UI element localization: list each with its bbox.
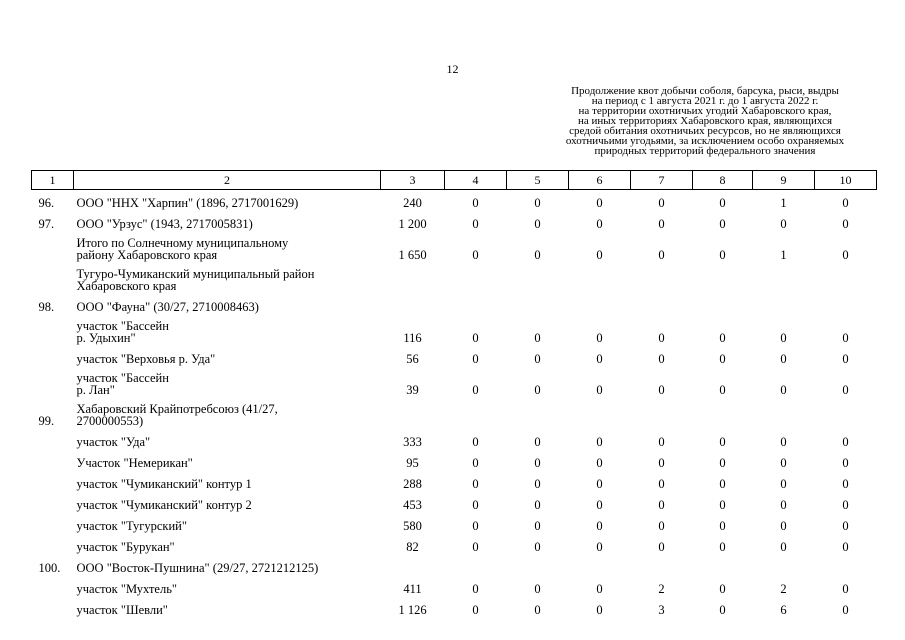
cell-value: 0 [472, 498, 479, 512]
table-row [32, 315, 877, 346]
cell-value: 0 [658, 519, 665, 533]
cell-value: 82 [406, 540, 419, 554]
cell-value: 0 [719, 196, 726, 210]
quota-table [31, 170, 877, 618]
cell-value: 0 [472, 456, 479, 470]
row-number [32, 534, 74, 555]
cell-value: 0 [534, 383, 541, 397]
cell-value: 0 [719, 603, 726, 617]
cell-value: 1 650 [398, 248, 427, 262]
cell-value: 0 [780, 498, 787, 512]
row-name [74, 471, 381, 492]
cell-value: 0 [596, 477, 603, 491]
cell-value [753, 263, 815, 294]
row-number: 96. [38, 196, 55, 210]
cell-value: 2 [658, 582, 665, 596]
row-number [32, 367, 74, 398]
cell-value: 0 [472, 519, 479, 533]
row-name-line: участок "Чумиканский" контур 2 [76, 498, 252, 512]
row-name [74, 211, 381, 232]
row-name [74, 534, 381, 555]
row-number [32, 576, 74, 597]
caption-line: охотничьими угодьями, за исключением особо охраняемых [565, 135, 845, 147]
cell-value: 0 [842, 540, 849, 554]
column-header: 4 [445, 171, 507, 190]
cell-value [753, 398, 815, 429]
row-name [74, 492, 381, 513]
row-name-line: Участок "Немерикан" [76, 456, 193, 470]
page-number: 12 [446, 62, 459, 76]
row-name-line: участок "Верховья р. Уда" [76, 352, 216, 366]
cell-value: 0 [534, 217, 541, 231]
cell-value: 0 [719, 498, 726, 512]
cell-value [631, 263, 693, 294]
cell-value: 0 [596, 582, 603, 596]
caption-line: на иных территориях Хабаровского края, являющихся [577, 115, 833, 127]
caption-line: природных территорий федерального значения [594, 145, 816, 157]
cell-value: 0 [472, 603, 479, 617]
cell-value: 1 [780, 196, 787, 210]
cell-value: 0 [596, 456, 603, 470]
cell-value: 3 [658, 603, 665, 617]
row-number: 97. [38, 217, 55, 231]
table-row [32, 367, 877, 398]
cell-value: 0 [658, 331, 665, 345]
row-number [32, 232, 74, 263]
cell-value: 0 [842, 498, 849, 512]
row-name [74, 429, 381, 450]
cell-value: 0 [472, 352, 479, 366]
cell-value: 0 [842, 456, 849, 470]
row-number [32, 492, 74, 513]
row-name [74, 576, 381, 597]
column-header: 7 [631, 171, 693, 190]
table-row [32, 597, 877, 618]
row-name [74, 367, 381, 398]
row-number [32, 597, 74, 618]
row-name-line: участок "Чумиканский" контур 1 [76, 477, 252, 491]
cell-value: 0 [719, 383, 726, 397]
cell-value: 0 [658, 435, 665, 449]
cell-value: 0 [842, 519, 849, 533]
cell-value [693, 263, 753, 294]
row-number: 100. [38, 561, 61, 575]
row-number [32, 263, 74, 294]
table-caption [535, 86, 875, 156]
column-header: 5 [507, 171, 569, 190]
cell-value: 0 [472, 248, 479, 262]
cell-value: 0 [596, 331, 603, 345]
cell-value: 0 [658, 477, 665, 491]
cell-value: 0 [534, 477, 541, 491]
cell-value: 0 [842, 603, 849, 617]
cell-value: 0 [719, 477, 726, 491]
cell-value: 0 [719, 435, 726, 449]
row-name-line: участок "Мухтель" [76, 582, 178, 596]
cell-value [507, 263, 569, 294]
cell-value: 0 [658, 540, 665, 554]
cell-value: 1 200 [398, 217, 427, 231]
row-name-line: участок "Бассейн [76, 319, 169, 333]
cell-value: 0 [842, 477, 849, 491]
cell-value: 0 [780, 331, 787, 345]
cell-value: 0 [534, 352, 541, 366]
row-name-line: участок "Бассейн [76, 371, 169, 385]
cell-value: 0 [534, 498, 541, 512]
caption-line: на период с 1 августа 2021 г. до 1 августа 2022 г. [591, 95, 819, 107]
table-row [32, 429, 877, 450]
row-name [74, 398, 381, 429]
cell-value: 0 [719, 217, 726, 231]
cell-value: 0 [719, 352, 726, 366]
table-row [32, 263, 877, 294]
cell-value: 2 [780, 582, 787, 596]
column-header: 10 [815, 171, 877, 190]
row-name-line: р. Лан" [76, 383, 115, 397]
row-name [74, 555, 381, 576]
row-name-line: Итого по Солнечному муниципальному [76, 236, 289, 250]
cell-value: 95 [406, 456, 419, 470]
cell-value: 0 [534, 248, 541, 262]
column-header: 1 [32, 171, 74, 190]
caption-line: на территории охотничьих угодий Хабаровского края, [578, 105, 832, 117]
cell-value: 0 [472, 196, 479, 210]
cell-value: 0 [780, 456, 787, 470]
row-number [32, 346, 74, 367]
cell-value: 0 [534, 331, 541, 345]
cell-value: 0 [842, 435, 849, 449]
cell-value [753, 555, 815, 576]
cell-value: 453 [403, 498, 422, 512]
cell-value: 0 [780, 540, 787, 554]
cell-value: 0 [534, 435, 541, 449]
cell-value [631, 294, 693, 315]
cell-value: 0 [596, 540, 603, 554]
cell-value [381, 555, 445, 576]
header-row [32, 171, 877, 190]
table-row [32, 211, 877, 232]
cell-value: 0 [719, 456, 726, 470]
cell-value [815, 294, 877, 315]
cell-value: 0 [780, 435, 787, 449]
cell-value: 0 [658, 196, 665, 210]
cell-value: 240 [403, 196, 422, 210]
cell-value: 0 [596, 217, 603, 231]
row-name-line: р. Удыхин" [76, 331, 136, 345]
cell-value: 1 [780, 248, 787, 262]
row-name-line: ООО "Восток-Пушнина" (29/27, 2721212125) [76, 561, 319, 575]
cell-value: 0 [658, 248, 665, 262]
row-name [74, 597, 381, 618]
cell-value [753, 294, 815, 315]
cell-value: 0 [719, 582, 726, 596]
column-header: 2 [74, 171, 381, 190]
row-number: 99. [38, 414, 55, 428]
cell-value: 39 [406, 383, 419, 397]
cell-value: 0 [719, 540, 726, 554]
cell-value: 6 [780, 603, 787, 617]
cell-value [507, 555, 569, 576]
row-name [74, 513, 381, 534]
cell-value: 0 [842, 352, 849, 366]
row-number: 98. [38, 300, 55, 314]
row-number [32, 471, 74, 492]
cell-value: 0 [596, 383, 603, 397]
cell-value [445, 555, 507, 576]
table-row [32, 492, 877, 513]
row-name [74, 190, 381, 212]
cell-value: 0 [596, 603, 603, 617]
table-row [32, 346, 877, 367]
cell-value: 0 [842, 217, 849, 231]
cell-value: 0 [472, 540, 479, 554]
row-name-line: участок "Уда" [76, 435, 151, 449]
cell-value: 0 [842, 196, 849, 210]
cell-value: 56 [406, 352, 419, 366]
cell-value: 333 [403, 435, 422, 449]
cell-value [507, 294, 569, 315]
column-header: 6 [569, 171, 631, 190]
column-header: 8 [693, 171, 753, 190]
cell-value [631, 555, 693, 576]
cell-value [381, 294, 445, 315]
cell-value: 0 [534, 582, 541, 596]
row-number [32, 450, 74, 471]
cell-value: 288 [403, 477, 422, 491]
caption-line: средой обитания охотничьих ресурсов, но не являющихся [569, 125, 841, 137]
cell-value: 0 [842, 248, 849, 262]
cell-value: 0 [780, 352, 787, 366]
cell-value: 411 [403, 582, 422, 596]
cell-value [815, 555, 877, 576]
cell-value: 0 [658, 217, 665, 231]
row-name-line: Хабаровского края [76, 279, 177, 293]
cell-value [693, 398, 753, 429]
column-header: 9 [753, 171, 815, 190]
cell-value: 0 [596, 196, 603, 210]
cell-value: 0 [780, 217, 787, 231]
cell-value: 116 [403, 331, 422, 345]
table-row [32, 398, 877, 429]
table-row [32, 232, 877, 263]
cell-value: 0 [472, 477, 479, 491]
cell-value [507, 398, 569, 429]
cell-value: 0 [596, 248, 603, 262]
table-row [32, 471, 877, 492]
row-name-line: ООО "ННХ "Харпин" (1896, 2717001629) [76, 196, 299, 210]
cell-value [445, 294, 507, 315]
cell-value: 0 [658, 352, 665, 366]
table-row [32, 555, 877, 576]
cell-value: 0 [472, 217, 479, 231]
cell-value: 0 [472, 582, 479, 596]
cell-value: 0 [842, 383, 849, 397]
table-row [32, 450, 877, 471]
cell-value: 0 [780, 477, 787, 491]
cell-value [693, 555, 753, 576]
table-row [32, 294, 877, 315]
cell-value: 0 [534, 196, 541, 210]
row-name [74, 294, 381, 315]
cell-value [569, 294, 631, 315]
cell-value: 0 [719, 331, 726, 345]
row-number [32, 513, 74, 534]
row-name [74, 263, 381, 294]
cell-value: 0 [596, 519, 603, 533]
cell-value: 0 [658, 498, 665, 512]
table-row [32, 190, 877, 212]
cell-value: 0 [534, 456, 541, 470]
cell-value: 0 [472, 383, 479, 397]
cell-value [631, 398, 693, 429]
caption-line: Продолжение квот добычи соболя, барсука, рыси, выдры [571, 85, 839, 97]
row-name-line: 2700000553) [76, 414, 144, 428]
cell-value: 0 [472, 435, 479, 449]
cell-value [381, 398, 445, 429]
cell-value: 0 [658, 383, 665, 397]
row-name [74, 232, 381, 263]
cell-value [815, 398, 877, 429]
table-row [32, 576, 877, 597]
cell-value: 0 [596, 352, 603, 366]
cell-value: 0 [780, 519, 787, 533]
row-name-line: участок "Шевли" [76, 603, 168, 617]
cell-value: 0 [658, 456, 665, 470]
cell-value: 0 [596, 435, 603, 449]
column-header: 3 [381, 171, 445, 190]
table-row [32, 513, 877, 534]
cell-value: 0 [596, 498, 603, 512]
cell-value [445, 263, 507, 294]
cell-value: 0 [472, 331, 479, 345]
cell-value [815, 263, 877, 294]
row-name-line: участок "Тугурский" [76, 519, 187, 533]
row-name [74, 346, 381, 367]
cell-value [381, 263, 445, 294]
cell-value: 0 [842, 331, 849, 345]
row-name-line: ООО "Фауна" (30/27, 2710008463) [76, 300, 259, 314]
cell-value [569, 555, 631, 576]
cell-value: 0 [780, 383, 787, 397]
cell-value: 0 [842, 582, 849, 596]
cell-value [569, 263, 631, 294]
row-number [32, 315, 74, 346]
row-number [32, 429, 74, 450]
cell-value [569, 398, 631, 429]
cell-value: 0 [534, 519, 541, 533]
row-name-line: Хабаровский Крайпотребсоюз (41/27, [76, 402, 278, 416]
cell-value: 0 [719, 248, 726, 262]
cell-value: 0 [534, 603, 541, 617]
cell-value [445, 398, 507, 429]
cell-value: 580 [403, 519, 422, 533]
row-name-line: району Хабаровского края [76, 248, 218, 262]
row-name-line: ООО "Урзус" (1943, 2717005831) [76, 217, 253, 231]
table-row [32, 534, 877, 555]
cell-value: 0 [534, 540, 541, 554]
row-name [74, 450, 381, 471]
row-name [74, 315, 381, 346]
row-name-line: Тугуро-Чумиканский муниципальный район [76, 267, 315, 281]
row-name-line: участок "Бурукан" [76, 540, 175, 554]
cell-value: 0 [719, 519, 726, 533]
cell-value: 1 126 [398, 603, 427, 617]
cell-value [693, 294, 753, 315]
